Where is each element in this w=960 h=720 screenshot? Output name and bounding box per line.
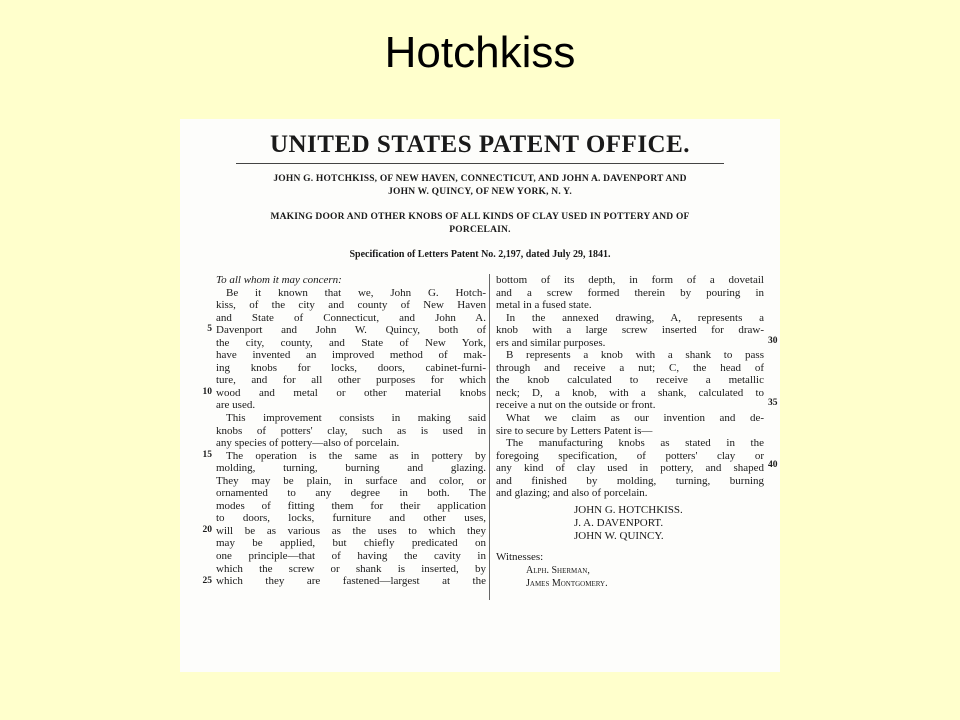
body-line: to doors, locks, furniture and other uses,	[216, 512, 486, 525]
signature: JOHN G. HOTCHKISS.	[574, 503, 683, 516]
witness-name: Alph. Sherman,	[526, 564, 590, 576]
line-number: 25	[202, 576, 212, 586]
body-line: Be it known that we, John G. Hotch-	[226, 286, 486, 299]
witness-name: James Montgomery.	[526, 577, 608, 589]
body-line: kiss, of the city and county of New Haven	[216, 299, 486, 312]
line-number: 20	[202, 525, 212, 535]
specification-line: Specification of Letters Patent No. 2,197, dated July 29, 1841.	[349, 249, 611, 260]
body-line: through and receive a nut; C, the head of	[496, 361, 764, 374]
body-line: What we claim as our invention and de-	[506, 412, 764, 425]
signature: J. A. DAVENPORT.	[574, 516, 664, 529]
body-line: They may be plain, in surface and color, or	[216, 474, 486, 487]
body-line: sire to secure by Letters Patent is—	[496, 424, 653, 437]
body-line: To all whom it may concern:	[216, 274, 342, 286]
inventors-line: JOHN G. HOTCHKISS, OF NEW HAVEN, CONNECTICUT, AND JOHN A. DAVENPORT AND	[273, 174, 687, 184]
inventors-line: JOHN W. QUINCY, OF NEW YORK, N. Y.	[388, 187, 572, 197]
left-column	[202, 274, 486, 588]
body-line: have invented an improved method of mak-	[216, 349, 486, 362]
line-number: 15	[202, 450, 212, 460]
body-line: In the annexed drawing, A, represents a	[506, 311, 764, 324]
right-column	[496, 274, 778, 590]
body-line: knob with a large screw inserted for draw-	[496, 324, 764, 337]
line-number: 35	[768, 398, 778, 408]
line-number: 10	[202, 387, 212, 397]
column-divider	[489, 274, 490, 600]
body-line: The manufacturing knobs as stated in the	[506, 437, 764, 450]
body-line: knobs of potters' clay, such as is used in	[216, 424, 486, 437]
body-line: and a screw formed therein by pouring in	[496, 286, 764, 299]
body-line: B represents a knob with a shank to pass	[506, 349, 764, 362]
line-number: 40	[768, 460, 778, 470]
subject-line: MAKING DOOR AND OTHER KNOBS OF ALL KINDS OF CLAY USED IN POTTERY AND OF	[270, 212, 690, 222]
body-line: Davenport and John W. Quincy, both of	[216, 324, 486, 337]
body-line: neck; D, a knob, with a shank, calculated to	[496, 386, 764, 399]
body-line: molding, turning, burning and glazing.	[216, 462, 486, 475]
body-line: bottom of its depth, in form of a dovetail	[496, 274, 764, 286]
body-line: wood and metal or other material knobs	[216, 386, 486, 399]
body-line: the knob calculated to receive a metallic	[496, 374, 764, 387]
body-line: are used.	[216, 399, 256, 412]
body-line: metal in a fused state.	[496, 299, 592, 312]
body-line: receive a nut on the outside or front.	[496, 399, 656, 412]
patent-document-image	[180, 119, 780, 672]
body-line: and glazing; and also of porcelain.	[496, 487, 648, 500]
body-line: may be applied, but chiefly predicated on	[216, 537, 486, 550]
body-line: ers and similar purposes.	[496, 336, 606, 349]
body-line: any species of pottery—also of porcelain.	[216, 437, 400, 450]
inventors-block	[208, 173, 752, 199]
body-line: foregoing specification, of potters' clay or	[496, 449, 764, 462]
body-line: ing knobs for locks, doors, cabinet-furni-	[216, 361, 486, 374]
body-line: The operation is the same as in pottery by	[226, 449, 486, 462]
body-line: will be as various as the uses to which they	[216, 524, 486, 537]
patent-body-columns	[196, 274, 778, 614]
body-line: modes of fitting them for their application	[216, 499, 486, 512]
body-line: which they are fastened—largest at the	[216, 575, 486, 588]
line-number: 30	[768, 336, 778, 346]
body-line: ornamented to any degree in both. The	[216, 487, 486, 500]
body-line: the city, county, and State of New York,	[216, 336, 486, 349]
body-line: This improvement consists in making said	[226, 412, 486, 425]
subject-line: PORCELAIN.	[449, 225, 511, 235]
body-line: which the screw or shank is inserted, by	[216, 562, 486, 575]
body-line: and finished by molding, turning, burning	[496, 474, 764, 487]
body-line: any kind of clay used in pottery, and shaped	[496, 462, 764, 475]
line-number: 5	[207, 324, 212, 334]
heading-rule	[236, 163, 724, 164]
body-line: one principle—that of having the cavity in	[216, 550, 486, 563]
slide-title: Hotchkiss	[384, 28, 576, 77]
patent-subject	[208, 211, 752, 237]
body-line: and State of Connecticut, and John A.	[216, 311, 486, 324]
signature: JOHN W. QUINCY.	[574, 529, 664, 542]
witnesses-label: Witnesses:	[496, 550, 544, 563]
patent-office-heading: UNITED STATES PATENT OFFICE.	[269, 131, 691, 158]
body-line: ture, and for all other purposes for which	[216, 374, 486, 387]
